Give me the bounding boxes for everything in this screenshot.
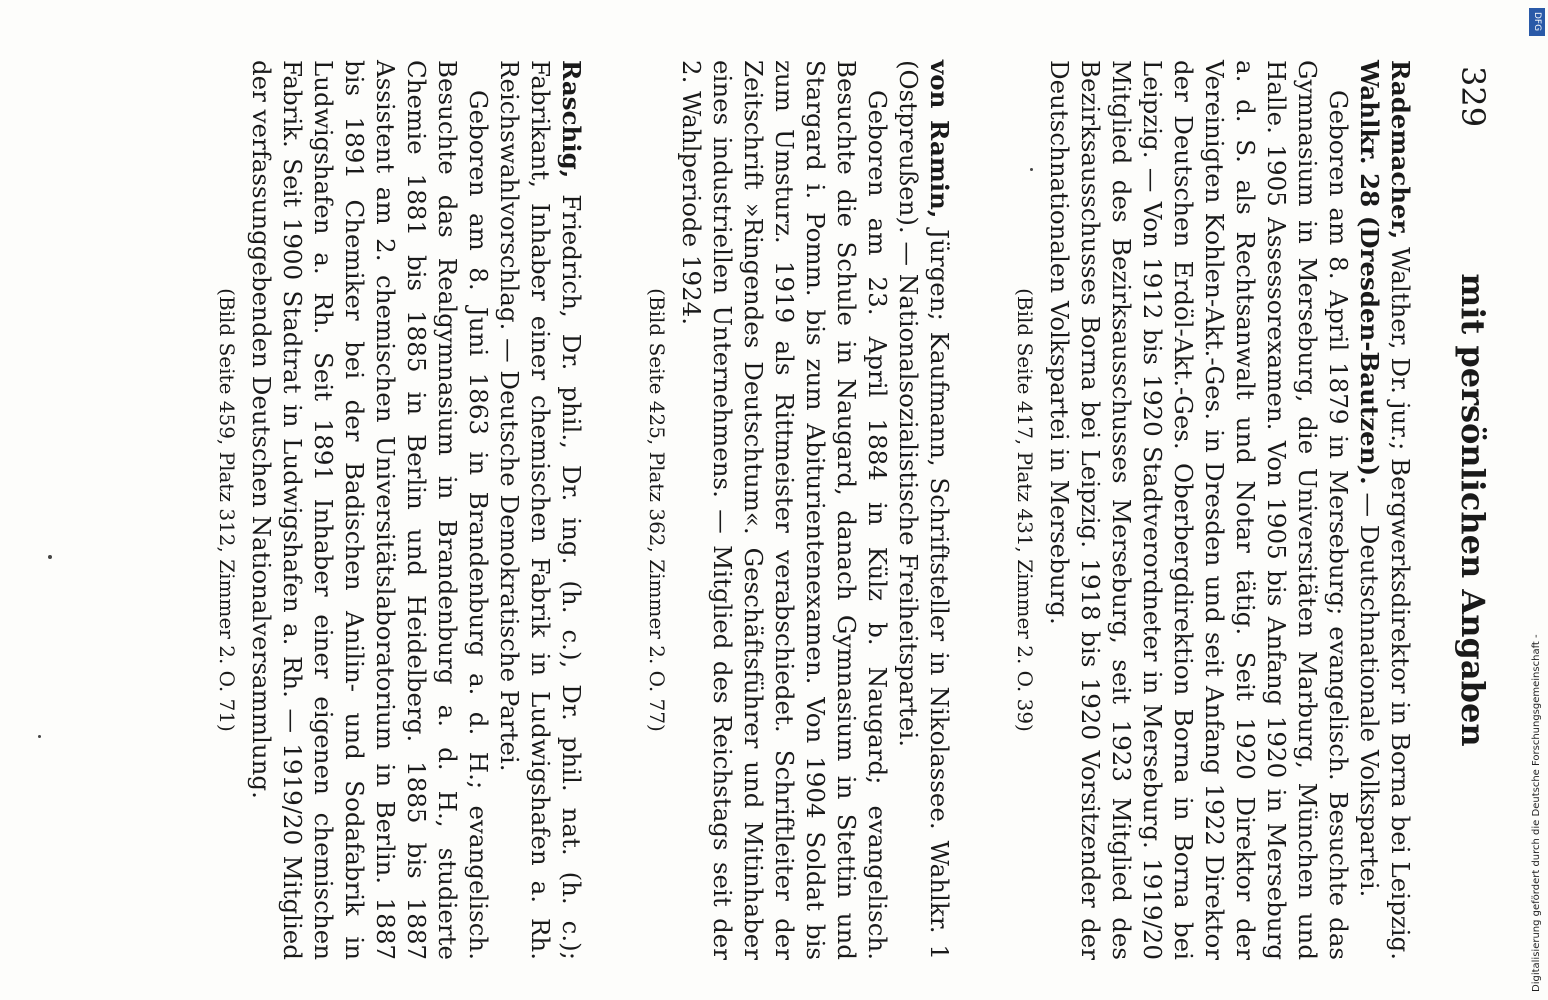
biography-entry-rademacher xyxy=(1009,60,1416,960)
biography-entry-raschig xyxy=(211,60,587,960)
entry-party: — Deutschnationale Volkspartei. xyxy=(1355,484,1384,898)
entry-details: Jürgen; Kaufmann, Schriftsteller in Nikolassee. xyxy=(925,218,954,841)
entry-heading xyxy=(1354,60,1416,960)
entry-picture-reference: (Bild Seite 425, Platz 362, Zimmer 2. O. 77) xyxy=(645,288,669,732)
dfg-logo: DFG xyxy=(1529,8,1545,36)
entry-constituency: Reichswahlvorschlag. xyxy=(495,60,524,331)
scan-speck xyxy=(1030,168,1033,171)
entry-party: — Deutsche Demokratische Partei. xyxy=(495,330,524,772)
entry-name: Rademacher, xyxy=(1386,60,1415,240)
page-title: mit persönlichen Angaben xyxy=(1454,273,1492,747)
entry-biography: Geboren am 8. Juni 1863 in Brandenburg a. d. H.; evangelisch. Besuchte das Realgymnasium in Brandenburg a. d. H., studierte Chemie 1881 bis 1885 in Berlin und Heidelberg. 1885 bis 1887 Assistent am 2. chemischen Universitätslaboratorium in Berlin. 1887 bis 1891 Chemiker bei der Badischen Anilin- und Sodafabrik in Ludwigshafen a. Rh. Seit 1891 Inhaber einer eigenen chemischen Fabrik. Seit 1900 Stadtrat in Ludwigshafen a. Rh. — 1919/20 Mitglied der verfassunggebenden Deutschen Nationalversammlung. xyxy=(247,60,493,960)
page-content xyxy=(52,60,1492,960)
scan-speck xyxy=(48,555,52,559)
entry-constituency: Wahlkr. 28 (Dresden-Bautzen). xyxy=(1355,60,1384,485)
entry-name: von Ramin, xyxy=(925,60,954,219)
digitization-credit: Digitalisierung gefördert durch die Deutsche Forschungsgemeinschaft - xyxy=(1531,634,1542,992)
entry-heading xyxy=(494,60,587,960)
entry-party: — Nationalsozialistische Freiheitspartei. xyxy=(894,233,923,748)
entry-details: Walther, Dr. jur.; Bergwerksdirektor in Borna bei Leipzig. xyxy=(1386,239,1415,960)
entry-name: Raschig, xyxy=(557,60,586,179)
page-header xyxy=(1446,60,1492,960)
entry-picture-reference: (Bild Seite 417, Platz 431, Zimmer 2. O. 39) xyxy=(1013,288,1037,732)
scan-speck xyxy=(38,735,41,738)
entry-biography: Geboren am 8. April 1879 in Merseburg; evangelisch. Besuchte das Gymnasium in Merseburg, die Universitäten Marburg, München und Halle. 1905 Assessorexamen. Von 1905 bis Anfang 1920 in Merseburg a. d. S. als Rechtsanwalt und Notar tätig. Seit 1920 Direktor der Vereinigten Kohlen-Akt.-Ges. in Dresden und seit Anfang 1922 Direktor der Deutschen Erdöl-Akt.-Ges. Oberbergdirektion Borna in Borna bei Leipzig. — Von 1912 bis 1920 Stadtverordneter in Merseburg. 1919/20 Mitglied des Bezirksausschusses Merseburg, seit 1923 Mitglied des Bezirksausschusses Borna bei Leipzig. 1918 bis 1920 Vorsitzender der Deutschnationalen Volkspartei in Merseburg. xyxy=(1045,60,1353,960)
entry-picture-reference: (Bild Seite 459, Platz 312, Zimmer 2. O. 71) xyxy=(215,288,239,732)
page-number: 329 xyxy=(1454,66,1492,128)
entry-constituency: Wahlkr. 1 (Ostpreußen). xyxy=(894,60,954,960)
biography-entry-ramin xyxy=(641,60,955,960)
entry-heading xyxy=(893,60,955,960)
entry-biography: Geboren am 23. April 1884 in Külz b. Naugard; evangelisch. Besuchte die Schule in Naugard, danach Gymnasium in Stettin und Stargard i. Pomm. bis zum Abiturientenexamen. Von 1904 Soldat bis zum Umsturz. 1919 als Rittmeister verabschiedet. Schriftleiter der Zeitschrift »Ringendes Deutschtum«. Geschäftsführer und Mitinhaber eines industriellen Unternehmens. — Mitglied des Reichstags seit der 2. Wahlperiode 1924. xyxy=(677,60,892,960)
entry-details: Friedrich, Dr. phil., Dr. ing. (h. c.), Dr. phil. nat. (h. c.); Fabrikant, Inhaber einer chemischen Fabrik in Ludwigshafen a. Rh. xyxy=(526,60,586,960)
